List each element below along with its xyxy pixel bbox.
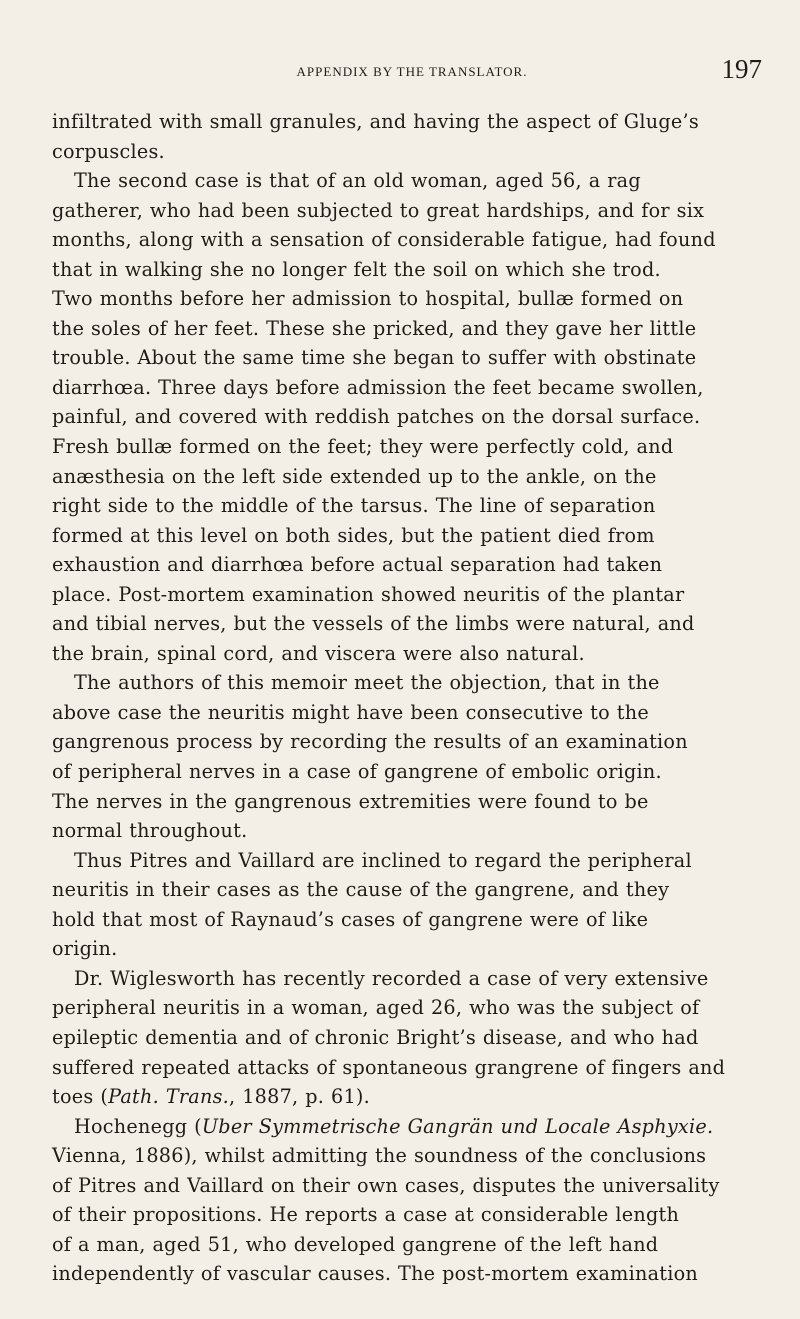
text-line: of Pitres and Vaillard on their own cases, disputes the universality xyxy=(52,1173,720,1197)
text-line: Vienna, 1886), whilst admitting the soundness of the conclusions xyxy=(52,1144,707,1168)
text-line: anæsthesia on the left side extended up to the ankle, on the xyxy=(52,464,657,488)
text-line: of their propositions. He reports a case at considerable length xyxy=(52,1203,680,1227)
text-line: peripheral neuritis in a woman, aged 26, who was the subject of xyxy=(52,996,700,1020)
text-line: The second case is that of an old woman, aged 56, a rag xyxy=(74,169,641,193)
text-line: months, along with a sensation of considerable fatigue, had found xyxy=(52,228,716,252)
text-line: that in walking she no longer felt the soil on which she trod. xyxy=(52,257,661,281)
text-line: diarrhœa. Three days before admission the feet became swollen, xyxy=(52,375,704,399)
text-line: neuritis in their cases as the cause of the gangrene, and they xyxy=(52,878,670,902)
book-title: Uber Symmetrische Gangrän und Locale Asphyxie. xyxy=(201,1114,714,1138)
page-header xyxy=(52,52,772,86)
text-line: trouble. About the same time she began to suffer with obstinate xyxy=(52,346,697,370)
page-number: 197 xyxy=(721,54,762,84)
text-line: The authors of this memoir meet the objection, that in the xyxy=(74,671,660,695)
text-line: normal throughout. xyxy=(52,819,248,843)
text-line: origin. xyxy=(52,937,118,961)
text-line: the soles of her feet. These she pricked, and they gave her little xyxy=(52,316,697,340)
text-line: gatherer, who had been subjected to great hardships, and for six xyxy=(52,198,705,222)
text-line: right side to the middle of the tarsus. The line of separation xyxy=(52,494,656,518)
text-line: toes (Path. Trans., 1887, p. 61). xyxy=(52,1085,370,1109)
text-line: The nerves in the gangrenous extremities were found to be xyxy=(52,789,649,813)
text-line: and tibial nerves, but the vessels of the limbs were natural, and xyxy=(52,612,695,636)
text-line: place. Post-mortem examination showed neuritis of the plantar xyxy=(52,582,685,606)
text-line: the brain, spinal cord, and viscera were also natural. xyxy=(52,641,585,665)
text-line: Hochenegg (Uber Symmetrische Gangrän und Locale Asphyxie. xyxy=(74,1114,714,1138)
text-line: of a man, aged 51, who developed gangrene of the left hand xyxy=(52,1232,659,1256)
text-line: Dr. Wiglesworth has recently recorded a case of very extensive xyxy=(74,966,709,990)
text-line: suffered repeated attacks of spontaneous grangrene of fingers and xyxy=(52,1055,726,1079)
citation-title: Path. Trans. xyxy=(108,1085,230,1109)
text-line: gangrenous process by recording the results of an examination xyxy=(52,730,688,754)
text-line: independently of vascular causes. The post-mortem examination xyxy=(52,1262,699,1286)
text-line: exhaustion and diarrhœa before actual separation had taken xyxy=(52,553,663,577)
text-line: Fresh bullæ formed on the feet; they were perfectly cold, and xyxy=(52,435,674,459)
body-text xyxy=(52,107,772,1289)
text-line: epileptic dementia and of chronic Bright’s disease, and who had xyxy=(52,1025,699,1049)
text-line: infiltrated with small granules, and having the aspect of Gluge’s xyxy=(52,110,699,133)
text-line: above case the neuritis might have been consecutive to the xyxy=(52,700,649,724)
running-head: APPENDIX BY THE TRANSLATOR. xyxy=(296,64,528,79)
text-line: of peripheral nerves in a case of gangrene of embolic origin. xyxy=(52,760,662,784)
text-line: hold that most of Raynaud’s cases of gangrene were of like xyxy=(52,907,649,931)
text-line: painful, and covered with reddish patches on the dorsal surface. xyxy=(52,405,701,429)
text-line: corpuscles. xyxy=(52,139,165,163)
text-line: formed at this level on both sides, but the patient died from xyxy=(52,523,655,547)
text-line: Two months before her admission to hospital, bullæ formed on xyxy=(52,287,684,311)
text-line: Thus Pitres and Vaillard are inclined to regard the peripheral xyxy=(74,848,692,872)
